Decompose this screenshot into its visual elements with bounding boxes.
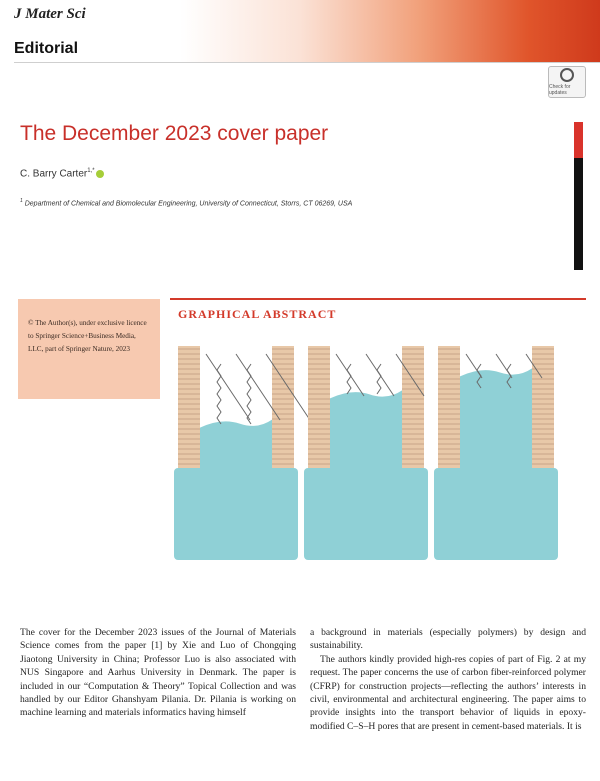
decorative-side-bar [574, 122, 583, 270]
liquid-in-pore [460, 368, 532, 468]
check-updates-icon [560, 68, 574, 82]
liquid-reservoir [304, 468, 428, 560]
graphical-abstract-figure [170, 328, 586, 588]
liquid-reservoir [174, 468, 298, 560]
graphical-abstract [170, 298, 586, 588]
affiliation-text: Department of Chemical and Biomolecular Engineering, University of Connecticut, Storrs, CT 06269, USA [24, 200, 353, 208]
liquid-reservoir [434, 468, 558, 560]
body-column-right [310, 626, 586, 733]
body-column-left [20, 626, 296, 720]
affiliation [20, 198, 352, 207]
article-title: The December 2023 cover paper [20, 122, 329, 145]
copyright-box: © The Author(s), under exclusive licence to Springer Science+Business Media, LLC, part of Springer Nature, 2023 [18, 299, 160, 399]
affiliation-mark: 1 [20, 198, 23, 204]
polymer-chain [347, 364, 351, 394]
liquid-in-pore [330, 390, 402, 468]
body-paragraph: The authors kindly provided high-res copies of part of Fig. 2 at my request. The paper concerns the use of carbon fiber-reinforced polymer (CFRP) for construction projects—reflecting the authors’ interests in civil, environmental and architectural engineering. The paper aims to provide insights into the transport behavior of liquids in epoxy-modified C–S–H pores that are present in cement-based materials. It is [310, 653, 586, 732]
liquid-in-pore [200, 420, 272, 468]
header-divider [14, 62, 600, 63]
decorative-side-bar-accent [574, 122, 583, 158]
polymer-chain [206, 354, 250, 420]
body-paragraph: The cover for the December 2023 issues of the Journal of Materials Science comes from the paper [1] by Xie and Luo of Chongqing Jiaotong University in China; Professor Luo is also associated with NUS Singapore and Aarhus University in Denmark. The paper is included in our “Computation & Theory” Topical Collection and was handled by our Editor Ghanshyam Pilania. Dr. Pilania is working on machine learning and materials informatics having himself [20, 627, 296, 719]
author-marks: 1,* [87, 168, 95, 174]
section-label: Editorial [14, 40, 79, 57]
body-paragraph: a background in materials (especially polymers) by design and sustainability. [310, 627, 586, 652]
polymer-chain [217, 364, 221, 424]
orcid-icon[interactable] [96, 170, 104, 178]
author-name: C. Barry Carter [20, 168, 88, 180]
graphical-abstract-heading: GRAPHICAL ABSTRACT [178, 307, 337, 321]
check-updates-button[interactable] [548, 66, 586, 98]
polymer-chain [247, 364, 251, 424]
check-updates-label: Check for updates [549, 84, 571, 96]
journal-name: J Mater Sci [14, 6, 86, 22]
polymer-chain [377, 364, 381, 394]
header-band [0, 0, 600, 62]
graphical-abstract-rule [170, 298, 586, 300]
author-line [20, 168, 104, 179]
